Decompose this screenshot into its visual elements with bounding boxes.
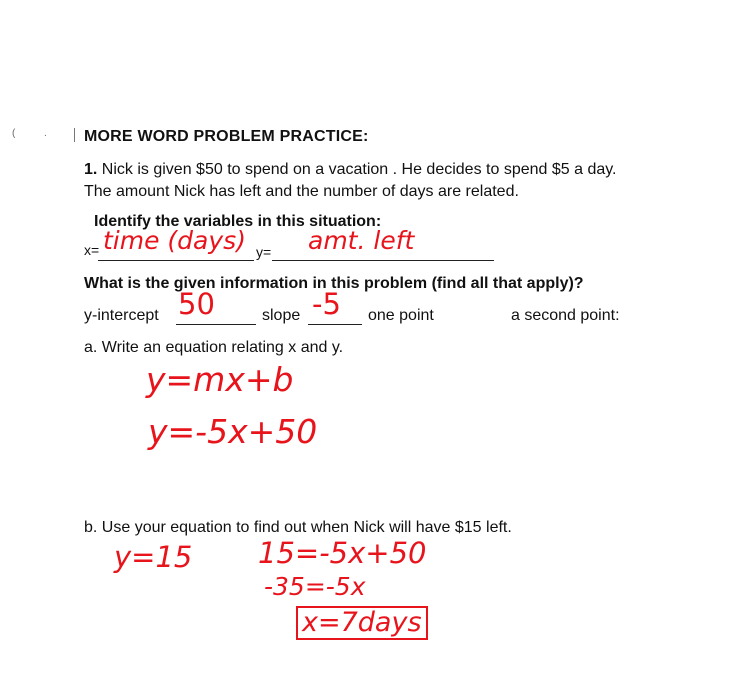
margin-mark: ( <box>12 128 16 139</box>
part-b-given-handwritten: y=15 <box>114 540 193 574</box>
slope-line <box>308 324 362 325</box>
identify-prompt: Identify the variables in this situation: <box>94 213 382 230</box>
margin-dot: . <box>44 128 47 139</box>
y-intercept-line <box>176 324 256 325</box>
problem-number: 1. <box>84 161 98 178</box>
one-point-label: one point <box>368 307 434 324</box>
y-answer-handwritten: amt. left <box>308 226 415 255</box>
equation-specific-handwritten: y=-5x+50 <box>148 412 318 451</box>
second-point-label: a second point: <box>511 307 620 324</box>
part-b-prompt: b. Use your equation to find out when Nick will have $15 left. <box>84 519 512 536</box>
corner-mark <box>74 128 77 142</box>
part-b-step1-handwritten: 15=-5x+50 <box>258 536 427 570</box>
problem-text-2: The amount Nick has left and the number of days are related. <box>84 183 519 200</box>
equation-general-handwritten: y=mx+b <box>146 360 294 399</box>
given-prompt: What is the given information in this problem (find all that apply)? <box>84 275 584 292</box>
y-intercept-label: y-intercept <box>84 307 159 324</box>
problem-line-1 <box>84 160 617 180</box>
part-b-step2-handwritten: -35=-5x <box>264 572 366 601</box>
y-answer-line <box>272 260 494 261</box>
slope-label: slope <box>262 307 301 324</box>
problem-text-1: Nick is given $50 to spend on a vacation . He decides to spend $5 a day. <box>101 161 617 178</box>
y-intercept-handwritten: 50 <box>178 287 215 321</box>
x-answer-line <box>98 260 254 261</box>
part-a-prompt: a. Write an equation relating x and y. <box>84 339 344 356</box>
y-label: y= <box>256 244 272 260</box>
x-answer-handwritten: time (days) <box>103 226 246 255</box>
slope-handwritten: -5 <box>312 287 341 321</box>
x-label: x= <box>84 242 100 258</box>
part-b-final-answer-boxed: x=7days <box>296 606 428 640</box>
page-title: MORE WORD PROBLEM PRACTICE: <box>84 128 369 145</box>
